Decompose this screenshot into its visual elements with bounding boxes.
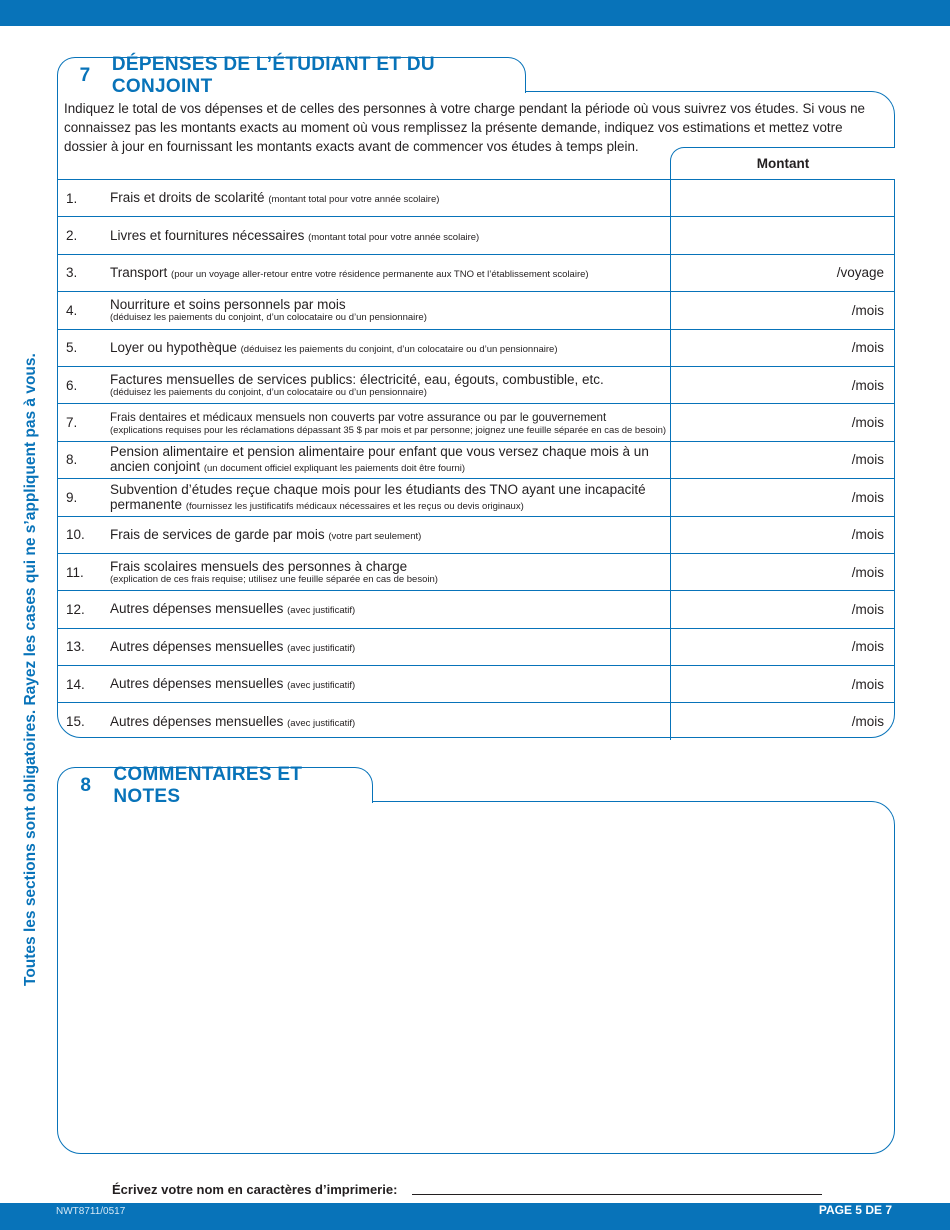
row-label: Autres dépenses mensuelles <box>110 713 284 729</box>
section-8-tab <box>57 763 373 807</box>
amount-field[interactable] <box>670 666 895 702</box>
amount-field[interactable] <box>670 554 895 590</box>
amount-field[interactable] <box>670 442 895 478</box>
expense-row <box>57 516 895 553</box>
row-number: 11. <box>66 564 84 580</box>
row-description <box>110 255 670 291</box>
amount-unit: /mois <box>851 340 884 356</box>
row-number: 2. <box>66 228 78 244</box>
amount-column-header: Montant <box>670 147 895 180</box>
amount-unit: /mois <box>851 377 884 393</box>
row-note: (avec justificatif) <box>287 717 356 729</box>
row-note: (déduisez les paiements du conjoint, d’un colocataire ou d’un pensionnaire) <box>240 343 558 355</box>
amount-unit: /mois <box>851 452 884 468</box>
row-label: Frais de services de garde par mois <box>110 526 325 542</box>
row-label: Autres dépenses mensuelles <box>110 676 284 692</box>
amount-field[interactable] <box>670 180 895 216</box>
row-label: Frais et droits de scolarité <box>110 190 265 206</box>
amount-unit: /mois <box>851 639 884 655</box>
amount-field[interactable] <box>670 217 895 253</box>
row-number: 15. <box>66 714 85 730</box>
amount-unit: /mois <box>851 676 884 692</box>
row-number: 8. <box>66 452 78 468</box>
row-label: Frais dentaires et médicaux mensuels non couverts par votre assurance ou par le gouvernement <box>110 410 607 424</box>
section-7-number: 7 <box>79 64 91 86</box>
section-8-title: COMMENTAIRES ET NOTES <box>113 763 303 807</box>
row-description <box>110 517 670 553</box>
expense-row <box>57 403 895 440</box>
comments-notes-box[interactable] <box>57 801 895 1154</box>
top-color-bar <box>0 0 950 26</box>
row-label: Factures mensuelles de services publics: électricité, eau, égouts, combustible, etc. <box>110 371 604 387</box>
row-label: Nourriture et soins personnels par mois <box>110 296 346 312</box>
row-description <box>110 442 670 478</box>
amount-field[interactable] <box>670 255 895 291</box>
row-number: 4. <box>66 302 78 318</box>
amount-field[interactable] <box>670 629 895 665</box>
row-note: (avec justificatif) <box>287 680 356 692</box>
row-description <box>110 180 670 216</box>
row-label: Loyer ou hypothèque <box>110 339 237 355</box>
expense-row <box>57 665 895 702</box>
row-note: (explication de ces frais requise; utilisez une feuille séparée en cas de besoin) <box>110 573 438 585</box>
amount-field[interactable] <box>670 404 895 440</box>
expenses-table <box>57 179 895 740</box>
row-number: 9. <box>66 489 78 505</box>
row-description <box>110 666 670 702</box>
row-description <box>110 330 670 366</box>
row-label: Autres dépenses mensuelles <box>110 601 284 617</box>
row-description <box>110 404 670 440</box>
expense-row <box>57 590 895 627</box>
row-number: 13. <box>66 639 85 655</box>
page-number: PAGE 5 DE 7 <box>818 1203 892 1217</box>
amount-unit: /mois <box>851 415 884 431</box>
row-number: 5. <box>66 340 78 356</box>
row-number: 10. <box>66 527 85 543</box>
expense-row <box>57 366 895 403</box>
amount-field[interactable] <box>670 703 895 739</box>
amount-field[interactable] <box>670 367 895 403</box>
row-description <box>110 367 670 403</box>
row-note: (pour un voyage aller-retour entre votre résidence permanente aux TNO et l’établissement scolaire) <box>171 268 589 280</box>
row-note: (votre part seulement) <box>328 530 422 542</box>
section-7-title: DÉPENSES DE L’ÉTUDIANT ET DU CONJOINT <box>111 53 435 97</box>
expense-row <box>57 628 895 665</box>
row-note: (montant total pour votre année scolaire) <box>308 231 480 243</box>
amount-unit: /mois <box>851 489 884 505</box>
row-note: (montant total pour votre année scolaire) <box>268 194 440 206</box>
row-note: (explications requises pour les réclamations dépassant 35 $ par mois et par personne; joignez une feuille séparée en cas de besoin) <box>110 424 667 436</box>
amount-field[interactable] <box>670 479 895 515</box>
expense-row <box>57 179 895 216</box>
row-note: (avec justificatif) <box>287 642 356 654</box>
row-description <box>110 629 670 665</box>
amount-field[interactable] <box>670 292 895 328</box>
amount-unit: /mois <box>851 564 884 580</box>
row-description <box>110 292 670 328</box>
amount-unit: /mois <box>851 601 884 617</box>
row-description <box>110 217 670 253</box>
row-number: 14. <box>66 676 85 692</box>
amount-field[interactable] <box>670 330 895 366</box>
form-code: NWT8711/0517 <box>56 1206 126 1217</box>
section-7-tab <box>57 53 526 97</box>
row-description <box>110 479 670 515</box>
row-label: Transport <box>110 264 168 280</box>
expense-row <box>57 478 895 515</box>
side-instruction: Toutes les sections sont obligatoires. Rayez les cases qui ne s’appliquent pas à vous. <box>22 353 39 986</box>
row-label: Autres dépenses mensuelles <box>110 638 284 654</box>
print-name-label: Écrivez votre nom en caractères d’imprimerie: <box>112 1182 398 1197</box>
amount-field[interactable] <box>670 591 895 627</box>
row-description <box>110 703 670 739</box>
print-name-field[interactable] <box>412 1194 822 1195</box>
bottom-color-bar <box>0 1203 950 1230</box>
expense-row <box>57 702 895 739</box>
amount-field[interactable] <box>670 517 895 553</box>
expense-row <box>57 329 895 366</box>
row-description <box>110 554 670 590</box>
row-note: (déduisez les paiements du conjoint, d’un colocataire ou d’un pensionnaire) <box>110 386 427 398</box>
amount-unit: /mois <box>851 527 884 543</box>
row-label: Livres et fournitures nécessaires <box>110 227 305 243</box>
row-note: (fournissez les justificatifs médicaux nécessaires et les reçus ou devis originaux) <box>185 500 524 512</box>
row-note: (avec justificatif) <box>287 605 356 617</box>
amount-unit: /mois <box>851 714 884 730</box>
expense-row <box>57 254 895 291</box>
row-label: Frais scolaires mensuels des personnes à charge <box>110 558 408 574</box>
section-7-intro: Indiquez le total de vos dépenses et de celles des personnes à votre charge pendant la période où vous suivrez vos études. Si vous ne connaissez pas les montants exacts au moment où vous remplissez la présente demande, indiquez vos estimations et mettez votre dossier à jour en fournissant les montants exacts avant de commencer vos études à temps plein. <box>64 101 865 154</box>
section-8-number: 8 <box>80 774 91 796</box>
row-note: (déduisez les paiements du conjoint, d’un colocataire ou d’un pensionnaire) <box>110 311 427 323</box>
row-number: 12. <box>66 601 85 617</box>
row-number: 7. <box>66 415 78 431</box>
row-description <box>110 591 670 627</box>
row-label: Pension alimentaire et pension alimentaire pour enfant que vous versez chaque mois à un ancien conjoint <box>110 444 649 475</box>
row-number: 1. <box>66 190 78 206</box>
expense-row <box>57 291 895 328</box>
row-note: (un document officiel expliquant les paiements doit être fourni) <box>203 463 466 475</box>
amount-unit: /voyage <box>836 265 884 281</box>
expense-row <box>57 216 895 253</box>
row-number: 6. <box>66 377 78 393</box>
expense-row <box>57 553 895 590</box>
row-number: 3. <box>66 265 78 281</box>
expense-row <box>57 441 895 478</box>
amount-unit: /mois <box>851 302 884 318</box>
row-label: Subvention d’études reçue chaque mois pour les étudiants des TNO ayant une incapacité permanente <box>110 481 646 512</box>
